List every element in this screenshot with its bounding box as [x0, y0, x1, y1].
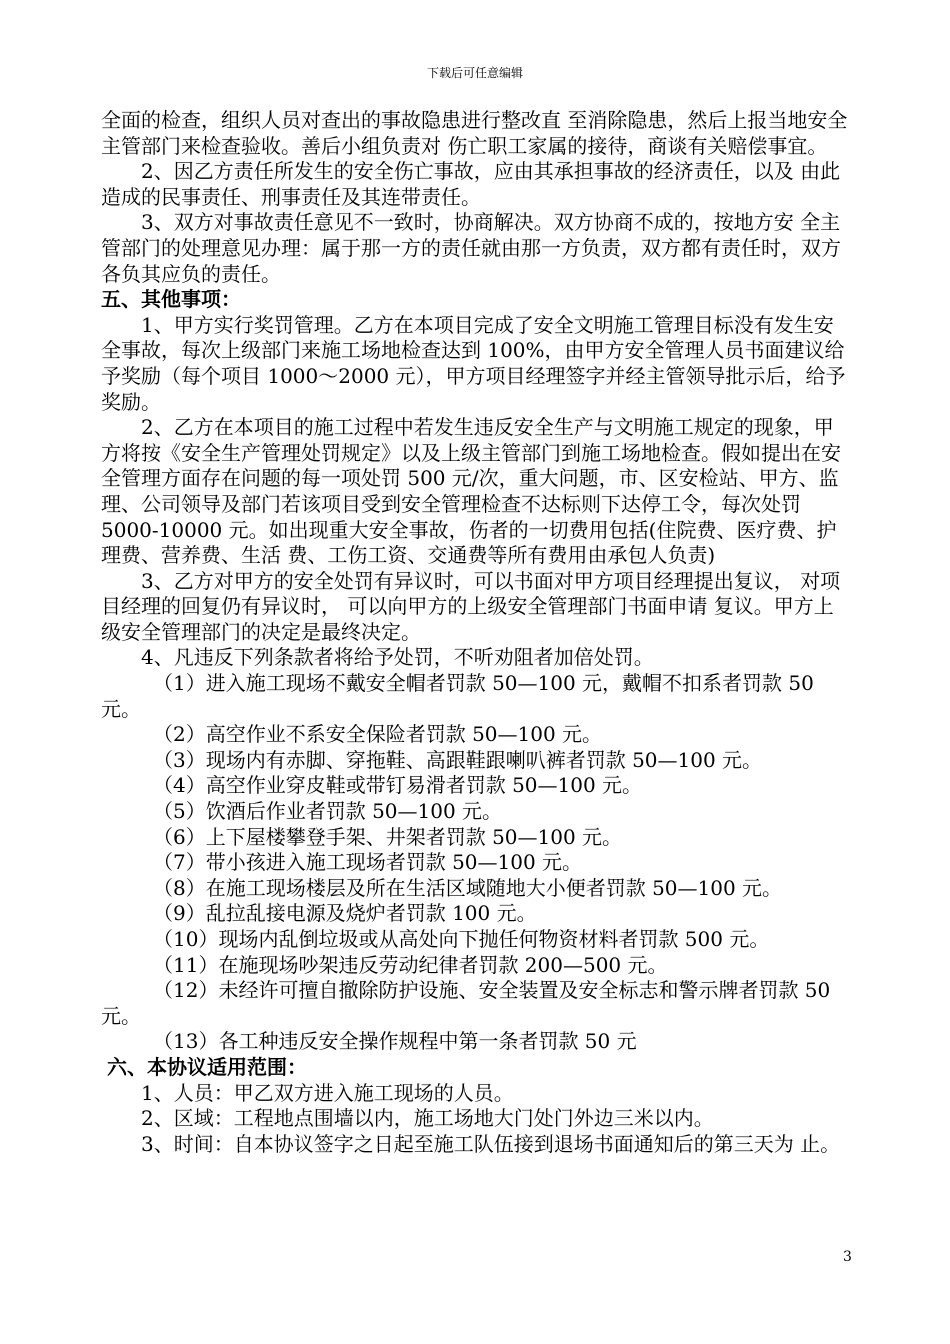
- page-number: 3: [843, 1249, 852, 1265]
- paragraph: 全面的检查，组织人员对查出的事故隐患进行整改直 至消除隐患，然后上报当地安全主管部门来检查验收。善后小组负责对 伤亡职工家属的接待，商谈有关赔偿事宜。: [101, 108, 848, 158]
- paragraph: 2、区域：工程地点围墙以内，施工场地大门处门外边三米以内。: [141, 1106, 714, 1131]
- paragraph: 3、时间：自本协议签字之日起至施工队伍接到退场书面通知后的第三天为 止。: [141, 1131, 841, 1156]
- list-item: （11）在施现场吵架违反劳动纪律者罚款 200—500 元。: [153, 952, 668, 977]
- list-item: （3）现场内有赤脚、穿拖鞋、高跟鞋跟喇叭裤者罚款 50—100 元。: [153, 747, 763, 772]
- paragraph: 4、凡违反下列条款者将给予处罚，不听劝阻者加倍处罚。: [141, 645, 654, 670]
- section-heading: 五、其他事项：: [101, 287, 241, 312]
- list-item: （7）带小孩进入施工现场者罚款 50—100 元。: [153, 850, 583, 875]
- list-item: （2）高空作业不系安全保险者罚款 50—100 元。: [153, 722, 603, 747]
- paragraph: 2、因乙方责任所发生的安全伤亡事故，应由其承担事故的经济责任，以及 由此造成的民事责任、刑事责任及其连带责任。: [101, 159, 841, 209]
- page-header: 下载后可任意编辑: [426, 66, 523, 80]
- paragraph: 3、双方对事故责任意见不一致时，协商解决。双方协商不成的，按地方安 全主管部门的处理意见办理：属于那一方的责任就由那一方负责，双方都有责任时，双方各负其应负的责任。: [101, 210, 841, 286]
- list-item: （6）上下屋楼攀登手架、井架者罚款 50—100 元。: [153, 824, 623, 849]
- list-item: （4）高空作业穿皮鞋或带钉易滑者罚款 50—100 元。: [153, 773, 643, 798]
- document-body: [101, 108, 853, 1157]
- list-item: （10）现场内乱倒垃圾或从高处向下抛任何物资材料者罚款 500 元。: [153, 927, 770, 951]
- list-item: （1）进入施工现场不戴安全帽者罚款 50—100 元，戴帽不扣系者罚款 50 元。: [101, 671, 814, 721]
- list-item: （13）各工种违反安全操作规程中第一条者罚款 50 元: [153, 1029, 637, 1054]
- paragraph: 1、甲方实行奖罚管理。乙方在本项目完成了安全文明施工管理目标没有发生安全事故，每次上级部门来施工场地检查达到 100%，由甲方安全管理人员书面建议给予奖励（每个项目 1000～2000 元），甲方项目经理签字并经主管领导批示后，给予奖励。: [101, 312, 846, 414]
- list-item: （5）饮酒后作业者罚款 50—100 元。: [153, 799, 503, 824]
- paragraph: 3、乙方对甲方的安全处罚有异议时，可以书面对甲方项目经理提出复议， 对项目经理的回复仍有异议时， 可以向甲方的上级安全管理部门书面申请 复议。甲方上级安全管理部门的决定是最终决定。: [101, 568, 841, 644]
- paragraph: 1、人员：甲乙双方进入施工现场的人员。: [141, 1080, 514, 1105]
- section-heading: 六、本协议适用范围：: [107, 1054, 307, 1079]
- paragraph: 2、乙方在本项目的施工过程中若发生违反安全生产与文明施工规定的现象，甲方将按《安全生产管理处罚规定》以及上级主管部门到施工场地检查。假如提出在安全管理方面存在问题的每一项处罚 500 元/次，重大问题，市、区安检站、甲方、监理、公司领导及部门若该项目受到安全管理检查不达标则下达停工令，每次处罚 5000-10000 元。如出现重大安全事故，伤者的一切费用包括(住院费、医疗费、护理费、营养费、生活 费、工伤工资、交通费等所有费用由承包人负责): [101, 415, 841, 568]
- list-item: （8）在施工现场楼层及所在生活区域随地大小便者罚款 50—100 元。: [153, 875, 783, 900]
- list-item: （9）乱拉乱接电源及烧炉者罚款 100 元。: [153, 901, 537, 926]
- list-item: （12）未经许可擅自撤除防护设施、安全装置及安全标志和警示牌者罚款 50 元。: [101, 978, 831, 1028]
